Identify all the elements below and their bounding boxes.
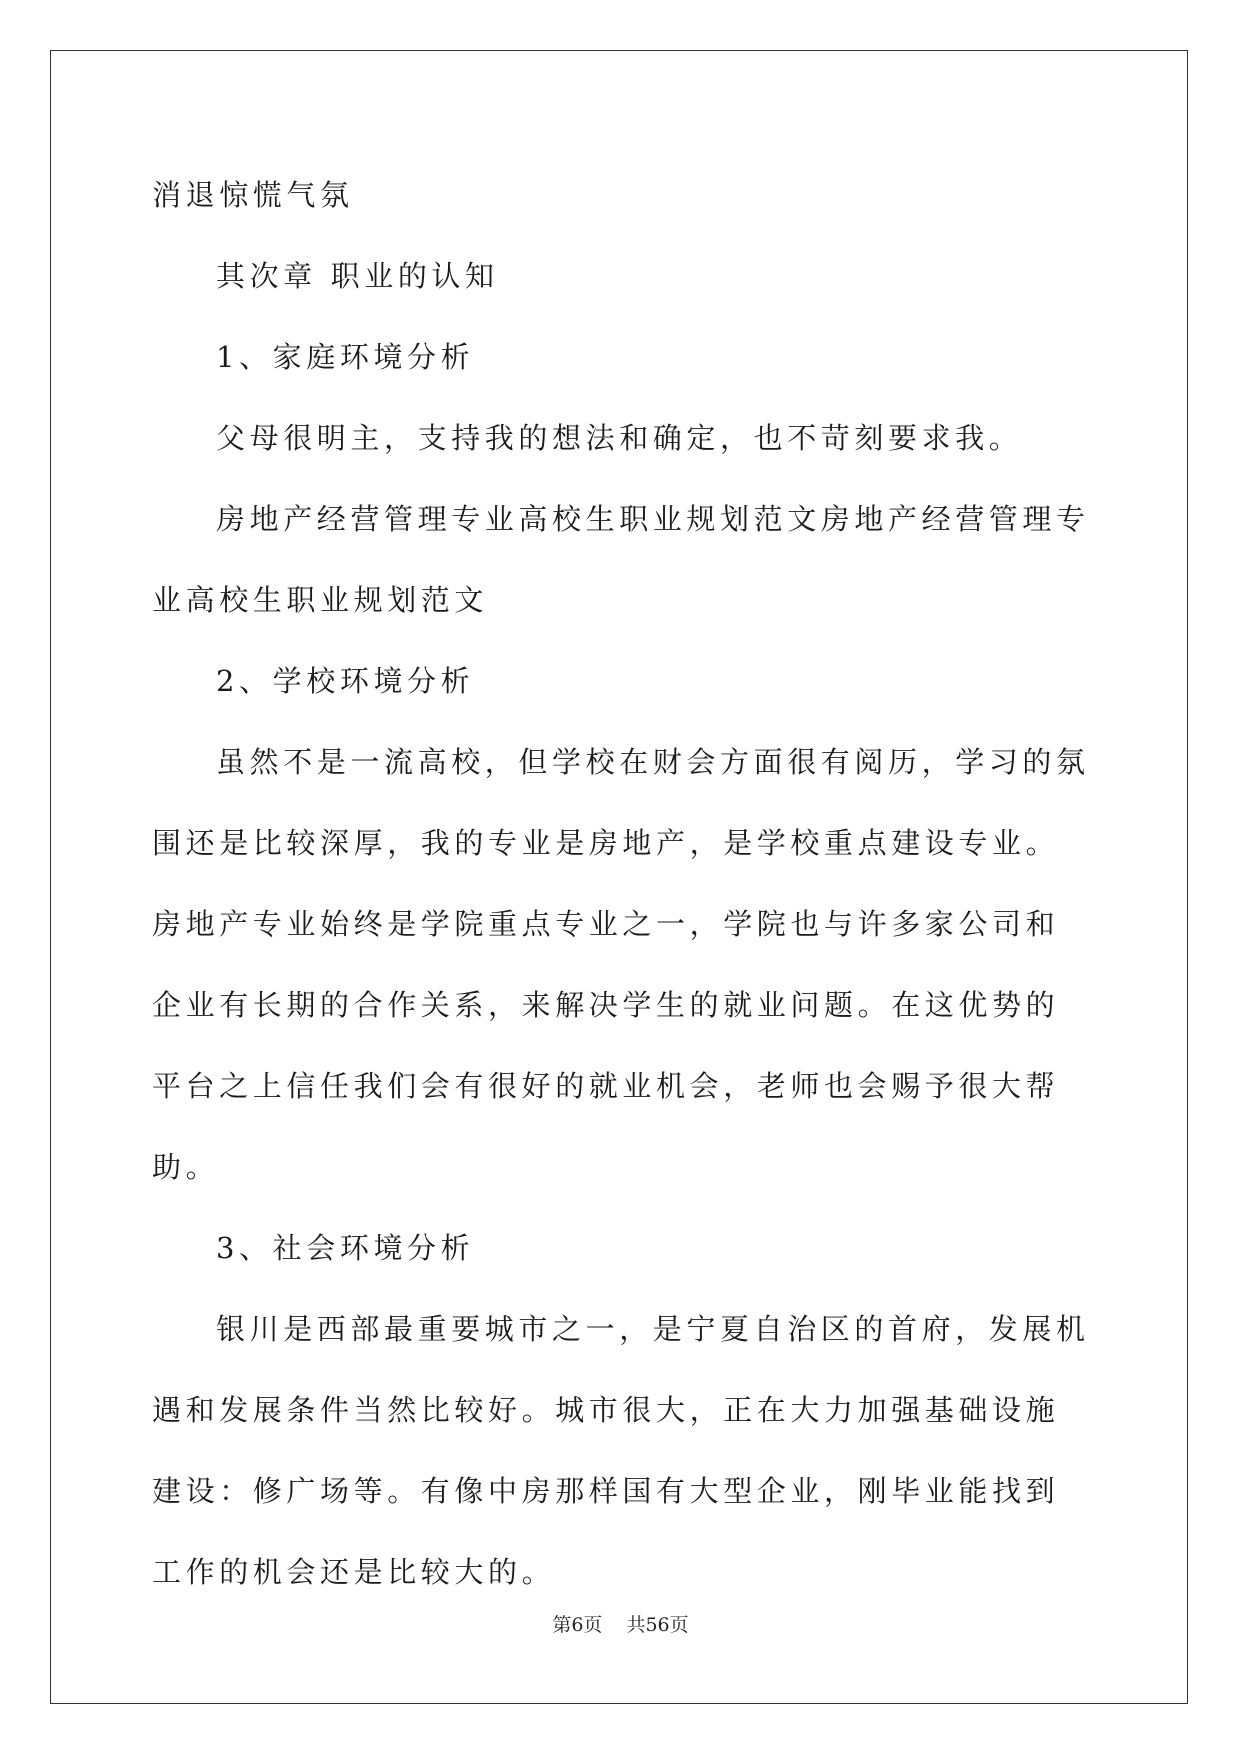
paragraph-fragment: 消退惊慌气氛 — [152, 178, 354, 212]
paragraph-society: 银川是西部最重要城市之一，是宁夏自治区的首府，发展机遇和发展条件当然比较好。城市很大，正在大力加强基础设施建设：修广场等。有像中房那样国有大型企业，刚毕业能找到工作的机会还是比较大的。 — [152, 1312, 1090, 1589]
page-number-total: 共56页 — [626, 1614, 689, 1636]
page-footer — [0, 1610, 1241, 1637]
paragraph-school: 虽然不是一流高校，但学校在财会方面很有阅历，学习的氛围还是比较深厚，我的专业是房地产，是学校重点建设专业。房地产专业始终是学院重点专业之一，学院也与许多家公司和企业有长期的合作关系，来解决学生的就业问题。在这优势的平台之上信任我们会有很好的就业机会，老师也会赐予很大帮助。 — [152, 745, 1090, 1184]
page-number-current: 第6页 — [552, 1614, 603, 1636]
section-heading-family: 1、家庭环境分析 — [216, 340, 475, 374]
section-heading-society: 3、社会环境分析 — [216, 1231, 475, 1265]
document-body — [152, 155, 1092, 1613]
paragraph-family: 父母很明主，支持我的想法和确定，也不苛刻要求我。 — [216, 421, 1023, 455]
paragraph-repeated-title: 房地产经营管理专业高校生职业规划范文房地产经营管理专业高校生职业规划范文 — [152, 502, 1090, 617]
chapter-heading: 其次章 职业的认知 — [216, 259, 499, 293]
section-heading-school: 2、学校环境分析 — [216, 664, 475, 698]
